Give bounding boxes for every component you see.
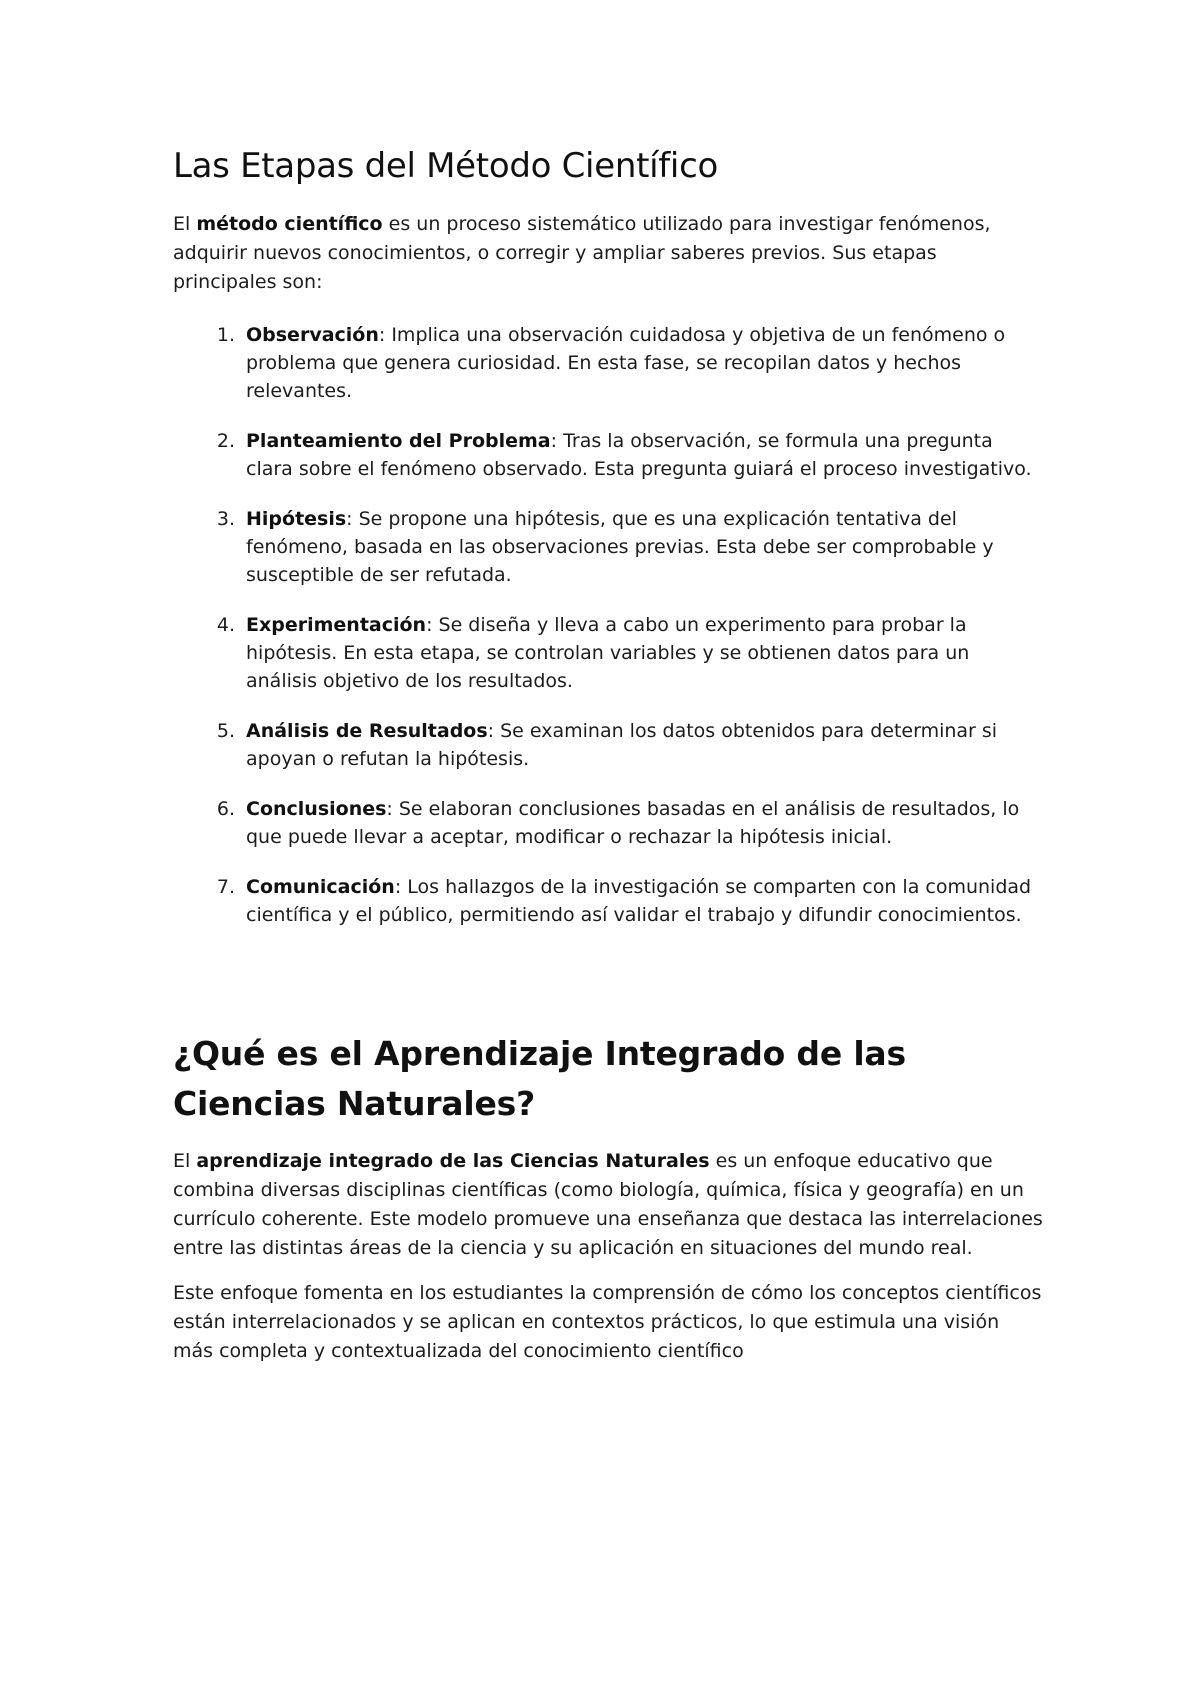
intro-bold-term: método científico — [196, 213, 383, 235]
step-text: : Se propone una hipótesis, que es una explicación tentativa del fenómeno, basada en las observaciones previas. Esta debe ser comprobable y susceptible de ser refutada. — [246, 508, 994, 586]
step-term: Conclusiones — [246, 798, 387, 820]
list-item — [173, 795, 1043, 851]
step-term: Comunicación — [246, 876, 395, 898]
list-item — [173, 505, 1043, 589]
step-text: : Se diseña y lleva a cabo un experimento para probar la hipótesis. En esta etapa, se controlan variables y se obtienen datos para un análisis objetivo de los resultados. — [246, 614, 970, 692]
step-term: Planteamiento del Problema — [246, 430, 551, 452]
section-title: ¿Qué es el Aprendizaje Integrado de las Ciencias Naturales? — [173, 1034, 906, 1123]
para-bold-term: aprendizaje integrado de las Ciencias Naturales — [196, 1150, 710, 1172]
list-number: 6. — [216, 798, 235, 820]
intro-post: es un proceso sistemático utilizado para investigar fenómenos, adquirir nuevos conocimientos, o corregir y ampliar saberes previos. Sus etapas principales son: — [173, 213, 991, 293]
step-text: : Los hallazgos de la investigación se comparten con la comunidad científica y el público, permitiendo así validar el trabajo y difundir conocimientos. — [246, 876, 1032, 926]
list-number: 3. — [216, 508, 235, 530]
list-number: 1. — [216, 324, 235, 346]
list-number: 2. — [216, 430, 235, 452]
list-number: 5. — [216, 720, 235, 742]
step-term: Hipótesis — [246, 508, 347, 530]
para-post: es un enfoque educativo que combina diversas disciplinas científicas (como biología, química, física y geografía) en un currículo coherente. Este modelo promueve una enseñanza que destaca las interrelaciones entre las distintas áreas de la ciencia y su aplicación en situaciones del mundo real. — [173, 1150, 1043, 1259]
paragraph: Este enfoque fomenta en los estudiantes la comprensión de cómo los conceptos científicos están interrelacionados y se aplican en contextos prácticos, lo que estimula una visión más completa y contextualizada del conocimiento científico — [173, 1282, 1042, 1362]
list-item — [173, 873, 1043, 929]
section-scientific-method — [173, 142, 1043, 929]
list-number: 4. — [216, 614, 235, 636]
section-integrated-learning — [173, 1029, 1043, 1366]
step-term: Análisis de Resultados — [246, 720, 488, 742]
para-pre: El — [173, 1150, 197, 1172]
step-text: : Se examinan los datos obtenidos para determinar si apoyan o refutan la hipótesis. — [246, 720, 998, 770]
list-number: 7. — [216, 876, 235, 898]
intro-paragraph — [173, 210, 1043, 297]
intro-pre: El — [173, 213, 197, 235]
step-text: : Se elaboran conclusiones basadas en el análisis de resultados, lo que puede llevar a aceptar, modificar o rechazar la hipótesis inicial. — [246, 798, 1020, 848]
step-term: Experimentación — [246, 614, 427, 636]
paragraph — [173, 1147, 1043, 1263]
step-text: : Tras la observación, se formula una pregunta clara sobre el fenómeno observado. Esta pregunta guiará el proceso investigativo. — [246, 430, 1032, 480]
step-text: : Implica una observación cuidadosa y objetiva de un fenómeno o problema que genera curiosidad. En esta fase, se recopilan datos y hechos relevantes. — [246, 324, 1006, 402]
document-page — [173, 142, 1043, 1366]
list-item — [173, 611, 1043, 695]
section-title: Las Etapas del Método Científico — [173, 146, 718, 186]
list-item — [173, 717, 1043, 773]
list-item — [173, 321, 1043, 405]
list-item — [173, 427, 1043, 483]
step-term: Observación — [246, 324, 379, 346]
steps-list — [173, 321, 1043, 929]
